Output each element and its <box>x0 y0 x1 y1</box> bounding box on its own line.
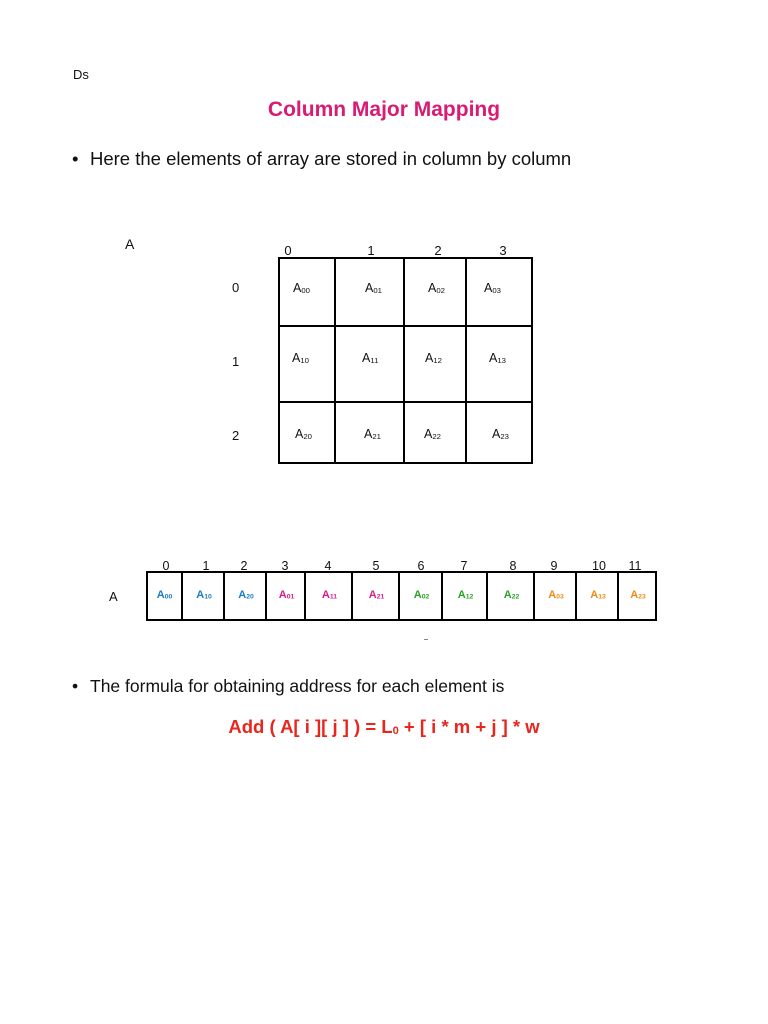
grid-cell-label: $A_{11}$ <box>362 351 379 365</box>
memory-cell-label: $A_{11}$ <box>321 589 338 601</box>
grid-cell-label: $A_{22}$ <box>424 427 441 441</box>
memory-cell-label: $A_{12}$ <box>457 589 474 601</box>
grid-cell-label: $A_{13}$ <box>489 351 506 365</box>
grid-column-index: 0 <box>284 243 292 258</box>
grid-cell <box>465 401 533 464</box>
grid-cell <box>278 325 336 403</box>
grid-cell <box>465 257 533 327</box>
memory-index: 2 <box>240 559 248 573</box>
grid-cell-label: $A_{23}$ <box>492 427 509 441</box>
grid-row-index: 0 <box>232 280 240 295</box>
memory-index: 1 <box>202 559 210 573</box>
grid-column-index: 1 <box>367 243 375 258</box>
grid-cell-label: $A_{12}$ <box>425 351 442 365</box>
bullet-marker: • <box>72 148 79 169</box>
memory-index: 11 <box>628 559 642 573</box>
bullet-marker: • <box>72 676 79 696</box>
memory-index: 3 <box>281 559 289 573</box>
grid-row-index: 1 <box>232 354 240 369</box>
grid-column-index: 3 <box>499 243 507 258</box>
bullet-text: Here the elements of array are stored in column by column <box>90 148 572 169</box>
grid-row-index: 2 <box>232 428 240 443</box>
grid-cell <box>334 401 405 464</box>
grid-cell-label: $A_{00}$ <box>293 281 310 295</box>
grid-cell-label: $A_{10}$ <box>292 351 309 365</box>
grid-cell <box>278 401 336 464</box>
memory-index: 4 <box>324 559 332 573</box>
grid-cell-label: $A_{01}$ <box>365 281 382 295</box>
linear-array-name: A <box>109 589 118 604</box>
grid-cell <box>334 257 405 327</box>
memory-cell-label: $A_{02}$ <box>413 589 430 601</box>
address-formula: Add ( A[ i ][ j ] ) = $L_0$ + [ i * m + j ] * w <box>228 716 540 738</box>
grid-cell <box>403 325 467 403</box>
grid-cell-label: $A_{03}$ <box>484 281 501 295</box>
memory-cell-label: $A_{00}$ <box>156 589 173 601</box>
stray-mark <box>424 639 428 640</box>
grid-cell-label: $A_{20}$ <box>295 427 312 441</box>
grid-cell <box>403 401 467 464</box>
grid-cell-label: $A_{02}$ <box>428 281 445 295</box>
memory-cell-label: $A_{22}$ <box>503 589 520 601</box>
memory-index: 0 <box>162 559 170 573</box>
grid-column-index: 2 <box>434 243 442 258</box>
memory-cell-label: $A_{13}$ <box>590 589 606 601</box>
page-title: Column Major Mapping <box>267 98 501 121</box>
grid-cell <box>278 257 336 327</box>
grid-cell-label: $A_{21}$ <box>364 427 381 441</box>
bullet-storage-description <box>72 148 571 170</box>
memory-index: 6 <box>417 559 425 573</box>
memory-index: 8 <box>509 559 517 573</box>
grid-cell <box>334 325 405 403</box>
memory-index: 10 <box>592 559 606 573</box>
memory-cell-label: $A_{10}$ <box>196 589 212 601</box>
memory-index: 5 <box>372 559 380 573</box>
memory-index: 9 <box>550 559 558 573</box>
memory-index: 7 <box>460 559 468 573</box>
bullet-formula-intro <box>72 676 504 697</box>
grid-cell <box>465 325 533 403</box>
two-d-array-grid <box>278 257 533 464</box>
memory-cell-label: $A_{20}$ <box>238 589 254 601</box>
memory-cell-label: $A_{21}$ <box>368 589 385 601</box>
document-header-tag: Ds <box>73 67 89 82</box>
grid-array-name: A <box>125 236 135 252</box>
memory-cell-label: $A_{23}$ <box>630 589 646 601</box>
memory-cell-label: $A_{03}$ <box>548 589 564 601</box>
grid-cell <box>403 257 467 327</box>
bullet-text: The formula for obtaining address for each element is <box>90 676 505 696</box>
memory-cell-label: $A_{01}$ <box>278 589 295 601</box>
